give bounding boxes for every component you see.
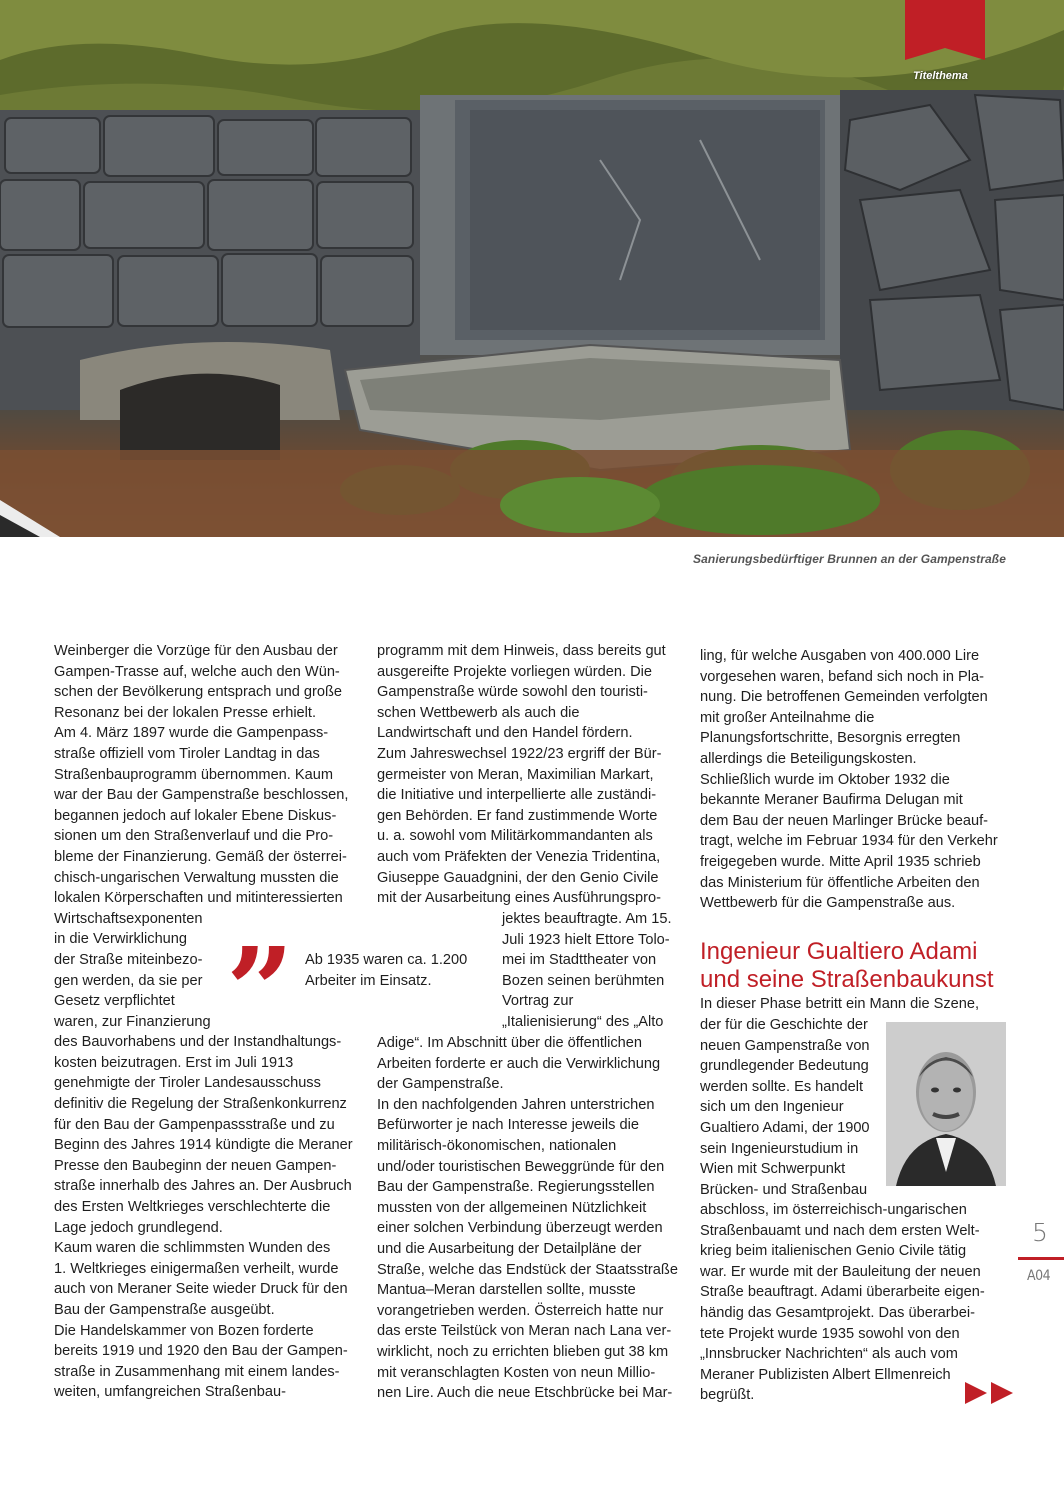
text-line: Kaum waren die schlimmsten Wunden des bbox=[54, 1240, 331, 1257]
text-line: sich um den Ingenieur bbox=[700, 1099, 844, 1116]
text-line: Weinberger die Vorzüge für den Ausbau der bbox=[54, 643, 338, 659]
text-line: Giuseppe Gauadgnini, der den Genio Civile bbox=[377, 869, 659, 886]
text-line: Straßenbauamt und nach dem ersten Welt- bbox=[700, 1222, 980, 1239]
text-line: einer solchen Verbindung überzeugt werden bbox=[377, 1220, 663, 1237]
text-line: Meraner Publizisten Albert Ellmenreich bbox=[700, 1366, 951, 1383]
text-line: mit der Ausarbeitung eines Ausführungspro- bbox=[377, 890, 661, 907]
text-line: Gampenstraße würde sowohl den touristi- bbox=[377, 684, 648, 701]
photo-stone-fountain bbox=[0, 0, 1064, 537]
text-line: allerdings die Beteiligungskosten. bbox=[700, 750, 917, 767]
text-line: programm mit dem Hinweis, dass bereits gut bbox=[377, 643, 666, 659]
section-ribbon bbox=[905, 0, 985, 60]
text-line: definitiv die Regelung der Straßenkonkurrenz bbox=[54, 1096, 347, 1113]
text-line: Am 4. März 1897 wurde die Gampenpass- bbox=[54, 725, 329, 742]
text-line: schen der Bevölkerung entsprach und große bbox=[54, 684, 342, 701]
text-line: vorangetrieben werden. Österreich hatte nur bbox=[377, 1302, 664, 1319]
text-line: Die Handelskammer von Bozen forderte bbox=[54, 1322, 314, 1339]
text-line: die Initiative und interpellierte alle zuständi- bbox=[377, 787, 657, 804]
text-line: Presse den Baubeginn der neuen Gampen- bbox=[54, 1157, 337, 1174]
text-line: Bozen seinen berühmten bbox=[502, 972, 665, 989]
text-line: u. a. sowohl vom Militärkommandanten als bbox=[377, 828, 653, 845]
text-line: chisch-ungarischen Verwaltung mussten die bbox=[54, 869, 339, 886]
text-line: Adige“. Im Abschnitt über die öffentlichen bbox=[377, 1035, 643, 1051]
text-line: genehmigte der Tiroler Landesausschuss bbox=[54, 1075, 321, 1092]
text-line: Vortrag zur bbox=[502, 993, 574, 1010]
text-line: Straße, welche das Endstück der Staatsstraße bbox=[377, 1261, 678, 1278]
text-line: werden sollte. Es handelt bbox=[700, 1078, 864, 1095]
text-line: waren, zur Finanzierung bbox=[54, 1013, 211, 1030]
text-line: neuen Gampenstraße von bbox=[700, 1037, 870, 1054]
intro-line: In dieser Phase betritt ein Mann die Szene, bbox=[700, 996, 980, 1012]
text-line: Befürworter je nach Interesse jeweils die bbox=[377, 1117, 640, 1134]
text-line: war. Er wurde mit der Bauleitung der neuen bbox=[700, 1263, 981, 1280]
text-line: Mantua–Meran darstellen sollte, musste bbox=[377, 1282, 636, 1299]
text-line: Juli 1923 hielt Ettore Tolo- bbox=[502, 931, 670, 948]
text-line: Arbeiten forderte er auch die Verwirklichung bbox=[377, 1055, 661, 1072]
article-column-3-intro bbox=[700, 994, 1010, 1015]
continue-arrows-icon bbox=[965, 1380, 1015, 1406]
text-line: mei im Stadttheater von bbox=[502, 952, 657, 969]
text-line: straße offiziell vom Tiroler Landtag in das bbox=[54, 745, 320, 762]
text-line: Landwirtschaft und den Handel fördern. bbox=[377, 725, 633, 742]
text-line: das erste Teilstück von Meran nach Lana ver- bbox=[377, 1323, 672, 1340]
quote-mark-icon: ” bbox=[226, 921, 294, 1060]
article-column-3-bottom bbox=[700, 1200, 1010, 1406]
text-line: jektes beauftragte. Am 15. bbox=[502, 911, 672, 927]
text-line: nen Lire. Auch die neue Etschbrücke bei Mar- bbox=[377, 1385, 673, 1402]
text-line: Wettbewerb für die Gampenstraße aus. bbox=[700, 895, 956, 912]
text-line: militärisch-ökonomischen, nationalen bbox=[377, 1137, 617, 1154]
text-line: Gesetz verpflichtet bbox=[54, 993, 175, 1010]
text-line: ling, für welche Ausgaben von 400.000 Lire bbox=[700, 648, 980, 664]
text-line: war der Bau der Gampenstraße beschlossen, bbox=[54, 787, 349, 804]
text-line: Bau der Gampenstraße ausgeübt. bbox=[54, 1302, 275, 1318]
text-line: gen Behörden. Er fand zustimmende Worte bbox=[377, 807, 658, 824]
text-line: Planungsfortschritte, Besorgnis erregten bbox=[700, 730, 961, 747]
page-code: A04 bbox=[1027, 1268, 1051, 1284]
text-line: Gampen-Trasse auf, welche auch den Wün- bbox=[54, 663, 340, 680]
text-line: bereits 1919 und 1920 den Bau der Gampen- bbox=[54, 1343, 348, 1360]
text-line: germeister von Meran, Maximilian Markart, bbox=[377, 766, 654, 783]
section-heading: Ingenieur Gualtiero Adami und seine Straßenbaukunst bbox=[700, 938, 994, 993]
text-line: Beginn des Jahres 1914 kündigte die Meraner bbox=[54, 1137, 353, 1154]
text-line: gen werden, da sie per bbox=[54, 972, 203, 989]
photo-caption: Sanierungsbedürftiger Brunnen an der Gampenstraße bbox=[693, 552, 1006, 566]
text-line: mit veranschlagten Kosten von neun Millio- bbox=[377, 1364, 656, 1381]
text-line: straße innerhalb des Jahres an. Der Ausbruch bbox=[54, 1178, 352, 1195]
text-line: grundlegender Bedeutung bbox=[700, 1058, 869, 1075]
text-line: mit großer Anteilnahme die bbox=[700, 709, 875, 726]
text-line: sein Ingenieurstudium in bbox=[700, 1140, 859, 1157]
text-line: Resonanz bei der lokalen Presse erhielt. bbox=[54, 704, 317, 721]
page-number: 5 bbox=[1032, 1218, 1048, 1247]
text-line: bleme der Finanzierung. Gemäß der österrei- bbox=[54, 848, 347, 865]
text-line: straße in Zusammenhang mit einem landes- bbox=[54, 1363, 340, 1380]
text-line: auch vom Präfekten der Venezia Tridentina, bbox=[377, 848, 661, 865]
text-line: „Italienisierung“ des „Alto bbox=[502, 1013, 664, 1030]
portrait-photo bbox=[886, 1022, 1006, 1186]
article-column-2-bottom bbox=[377, 1033, 692, 1404]
text-line: kosten beizutragen. Erst im Juli 1913 bbox=[54, 1054, 294, 1071]
article-column-3-top bbox=[700, 646, 1010, 914]
text-line: krieg beim italienischen Genio Civile tätig bbox=[700, 1243, 967, 1260]
text-line: und die Ausarbeitung der Detailpläne der bbox=[377, 1240, 642, 1257]
text-line: auch von Meraner Seite wieder Druck für den bbox=[54, 1281, 348, 1298]
text-line: dem Bau der neuen Marlinger Brücke beauf- bbox=[700, 812, 988, 829]
text-line: Bau der Gampenstraße. Regierungsstellen bbox=[377, 1179, 655, 1196]
text-line: mussten von der allgemeinen Nützlichkeit bbox=[377, 1199, 647, 1216]
text-line: Schließlich wurde im Oktober 1932 die bbox=[700, 771, 950, 788]
section-label: Titelthema bbox=[913, 70, 968, 82]
text-line: freigegeben wurde. Mitte April 1935 schrieb bbox=[700, 853, 981, 870]
text-line: nung. Die betroffenen Gemeinden verfolgten bbox=[700, 689, 988, 706]
text-line: Gualtiero Adami, der 1900 bbox=[700, 1119, 870, 1136]
text-line: der für die Geschichte der bbox=[700, 1017, 868, 1033]
text-line: und/oder touristischen Beweggründe für den bbox=[377, 1158, 665, 1175]
text-line: wirklicht, noch zu errichten blieben gut 38 km bbox=[377, 1343, 669, 1360]
text-line: „Innsbrucker Nachrichten“ als auch vom bbox=[700, 1346, 958, 1363]
text-line: Straße beauftragt. Adami überarbeite eigen- bbox=[700, 1284, 985, 1301]
text-line: in die Verwirklichung bbox=[54, 931, 188, 948]
text-line: ausgereifte Projekte vorliegen würden. Die bbox=[377, 663, 653, 680]
text-line: bekannte Meraner Baufirma Delugan mit bbox=[700, 792, 963, 809]
text-line: Wirtschaftsexponenten bbox=[54, 910, 203, 927]
text-line: schen Wettbewerb als auch die bbox=[377, 704, 580, 721]
article-column-3-narrow bbox=[700, 1015, 880, 1200]
text-line: tete Projekt wurde 1935 sowohl von den bbox=[700, 1325, 960, 1342]
text-line: für den Bau der Gampenpassstraße und zu bbox=[54, 1116, 335, 1133]
text-line: das Ministerium für öffentliche Arbeiten den bbox=[700, 874, 980, 891]
text-line: Wien mit Schwerpunkt bbox=[700, 1161, 846, 1178]
text-line: der Straße miteinbezo- bbox=[54, 951, 203, 968]
page-rule bbox=[1018, 1257, 1064, 1260]
article-column-2-narrow bbox=[502, 909, 692, 1033]
text-line: händig das Gesamtprojekt. Das überarbei- bbox=[700, 1304, 975, 1321]
text-line: begrüßt. bbox=[700, 1387, 755, 1404]
text-line: vorgesehen waren, befand sich noch in Pla- bbox=[700, 668, 984, 685]
text-line: des Bauvorhabens und der Instandhaltungs- bbox=[54, 1034, 342, 1051]
text-line: tragt, welche im Februar 1934 für den Verkehr bbox=[700, 833, 998, 850]
text-line: Straßenbauprogramm übernommen. Kaum bbox=[54, 766, 334, 783]
pull-quote: Ab 1935 waren ca. 1.200 Arbeiter im Einsatz. bbox=[305, 952, 468, 989]
text-line: lokalen Körperschaften und mitinteressierten bbox=[54, 890, 343, 907]
text-line: der Gampenstraße. bbox=[377, 1076, 504, 1093]
header-photo bbox=[0, 0, 1064, 537]
text-line: 1. Weltkrieges einigermaßen verheilt, wurde bbox=[54, 1260, 339, 1277]
text-line: sionen um den Straßenverlauf und die Pro- bbox=[54, 828, 334, 845]
text-line: des Ersten Weltkrieges verschlechterte die bbox=[54, 1199, 331, 1216]
text-line: abschloss, im österreichisch-ungarischen bbox=[700, 1202, 967, 1218]
text-line: begannen jedoch auf lokaler Ebene Diskus- bbox=[54, 807, 337, 824]
text-line: Zum Jahreswechsel 1922/23 ergriff der Bür- bbox=[377, 745, 662, 762]
article-column-2-top bbox=[377, 641, 692, 909]
text-line: weiten, umfangreichen Straßenbau- bbox=[54, 1384, 287, 1401]
text-line: Lage jedoch grundlegend. bbox=[54, 1219, 223, 1236]
article-column-1 bbox=[54, 641, 364, 1403]
text-line: Brücken- und Straßenbau bbox=[700, 1181, 868, 1198]
portrait-adami-icon bbox=[886, 1022, 1006, 1186]
text-line: In den nachfolgenden Jahren unterstrichen bbox=[377, 1096, 655, 1113]
